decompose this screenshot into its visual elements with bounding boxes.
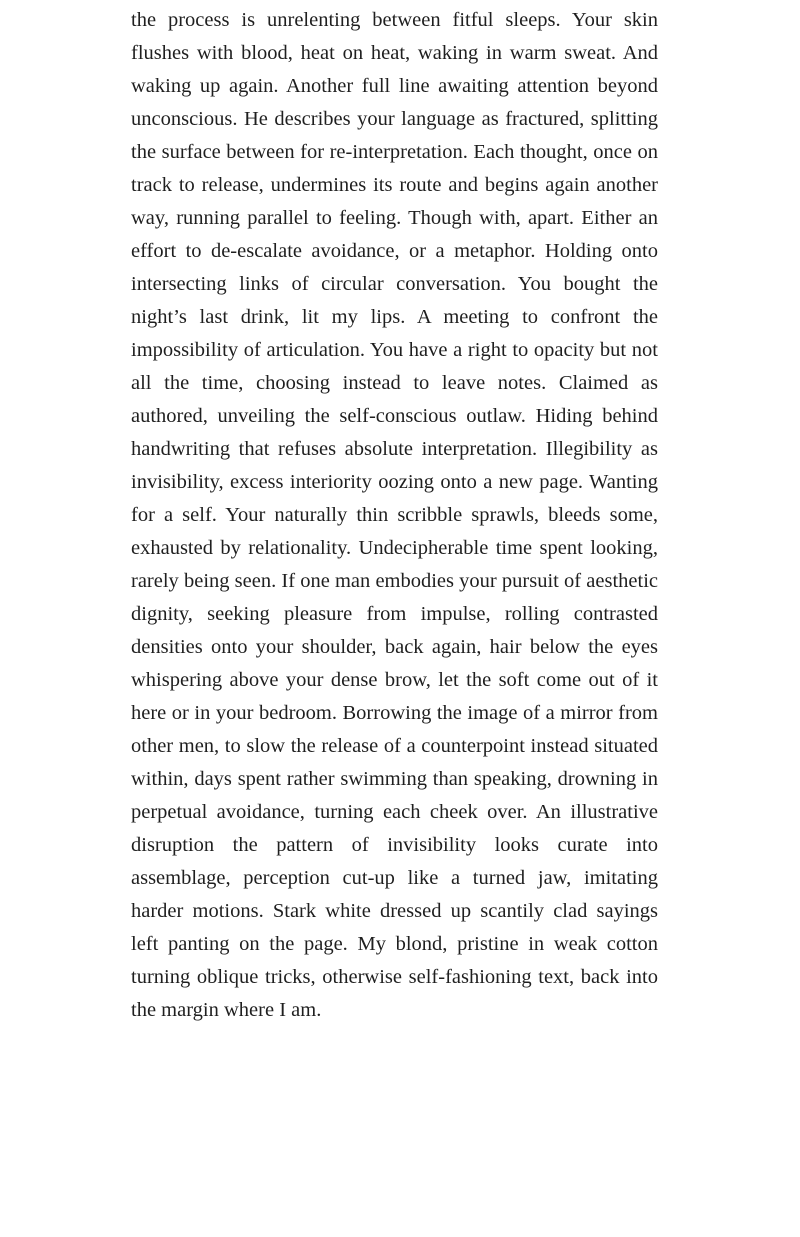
document-page bbox=[131, 4, 658, 1027]
body-paragraph: the process is unrelenting between fitful sleeps. Your skin flushes with blood, heat on heat, waking in warm sweat. And waking up again. Another full line awaiting attention beyond unconscious. He describes your language as fractured, splitting the surface between for re-interpretation. Each thought, once on track to release, undermines its route and begins again another way, running parallel to feeling. Though with, apart. Either an effort to de-escalate avoidance, or a metaphor. Holding onto intersecting links of circular conversation. You bought the night’s last drink, lit my lips. A meeting to confront the impossibility of articulation. You have a right to opacity but not all the time, choosing instead to leave notes. Claimed as authored, unveiling the self-conscious outlaw. Hiding behind handwriting that refuses absolute interpretation. Illegibility as invisibility, excess interiority oozing onto a new page. Wanting for a self. Your naturally thin scribble sprawls, bleeds some, exhausted by relationality. Undecipherable time spent looking, rarely being seen. If one man embodies your pursuit of aesthetic dignity, seeking pleasure from impulse, rolling contrasted densities onto your shoulder, back again, hair below the eyes whispering above your dense brow, let the soft come out of it here or in your bedroom. Borrowing the image of a mirror from other men, to slow the release of a counterpoint instead situated within, days spent rather swimming than speaking, drowning in perpetual avoidance, turning each cheek over. An illustrative disruption the pattern of invisibility looks curate into assemblage, perception cut-up like a turned jaw, imitating harder motions. Stark white dressed up scantily clad sayings left panting on the page. My blond, pristine in weak cotton turning oblique tricks, otherwise self-fashioning text, back into the margin where I am. bbox=[131, 9, 658, 1021]
